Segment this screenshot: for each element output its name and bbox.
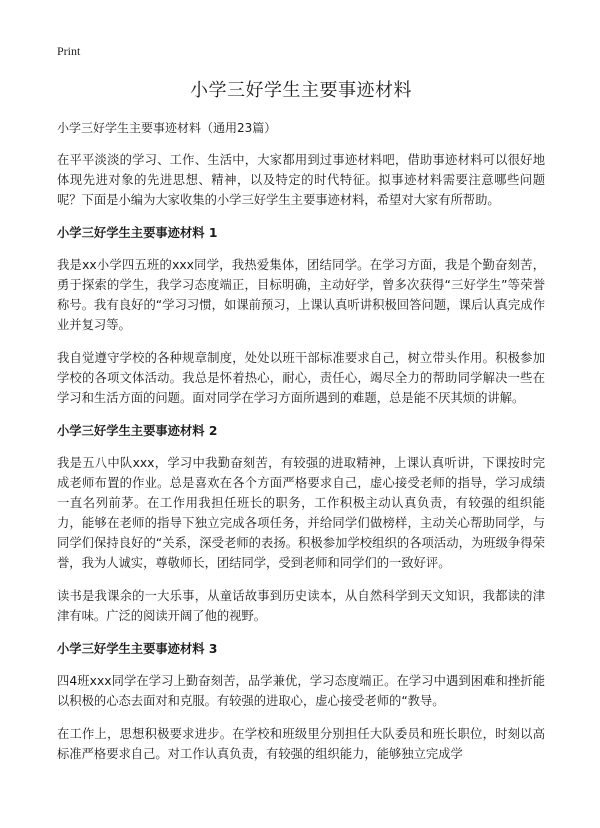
print-link[interactable]: Print [57,44,81,58]
section-heading-3: 小学三好学生主要事迹材料 3 [57,642,218,656]
section-heading-1: 小学三好学生主要事迹材料 1 [57,226,218,240]
section-1-paragraph-2: 我自觉遵守学校的各种规章制度，处处以班干部标准要求自己，树立带头作用。积极参加学校的各项文体活动。我总是怀着热心，耐心，责任心，竭尽全力的帮助同学解决一些在学习和生活方面的问题。面对同学在学习方面所遇到的难题，总是能不厌其烦的讲解。 [57,351,545,405]
section-2-paragraph-1: 我是五八中队xxx，学习中我勤奋刻苦，有较强的进取精神，上课认真听讲，下课按时完成老师布置的作业。总是喜欢在各个方面严格要求自己，虚心接受老师的指导，学习成绩一直名列前茅。在工作用我担任班长的职务，工作积极主动认真负责，有较强的组织能力，能够在老师的指导下独立完成各项任务，并给同学们做榜样，主动关心帮助同学，与同学们保持良好的“关系，深受老师的表扬。积极参加学校组织的各项活动，为班级争得荣誉，我为人诚实，尊敬师长，团结同学，受到老师和同学们的一致好评。 [57,456,545,570]
section-2-paragraph-2: 读书是我课余的一大乐事，从童话故事到历史读本，从自然科学到天文知识，我都读的津津有味。广泛的阅读开阔了他的视野。 [57,589,545,623]
section-1-paragraph-1: 我是xx小学四五班的xxx同学，我热爱集体，团结同学。在学习方面，我是个勤奋刻苦，勇于探索的学生，我学习态度端正，目标明确，主动好学，曾多次获得“三好学生”等荣誉称号。我有良好的“学习习惯，如课前预习，上课认真听讲积极回答问题，课后认真完成作业并复习等。 [57,258,545,332]
document-subtitle: 小学三好学生主要事迹材料（通用23篇） [57,121,277,135]
section-3-paragraph-1: 四4班xxx同学在学习上勤奋刻苦，品学兼优，学习态度端正。在学习中遇到困难和挫折能以积极的心态去面对和克服。有较强的进取心，虚心接受老师的“教导。 [57,674,545,708]
page-title: 小学三好学生主要事迹材料 [190,80,412,101]
section-3-paragraph-2: 在工作上，思想积极要求进步。在学校和班级里分别担任大队委员和班长职位，时刻以高标准严格要求自己。对工作认真负责，有较强的组织能力，能够独立完成学 [57,727,545,761]
section-heading-2: 小学三好学生主要事迹材料 2 [57,424,218,438]
document-body [57,78,545,777]
intro-paragraph: 在平平淡淡的学习、工作、生活中，大家都用到过事迹材料吧，借助事迹材料可以很好地体现先进对象的先进思想、精神，以及特定的时代特征。拟事迹材料需要注意哪些问题呢？下面是小编为大家收集的小学三好学生主要事迹材料，希望对大家有所帮助。 [57,153,545,207]
